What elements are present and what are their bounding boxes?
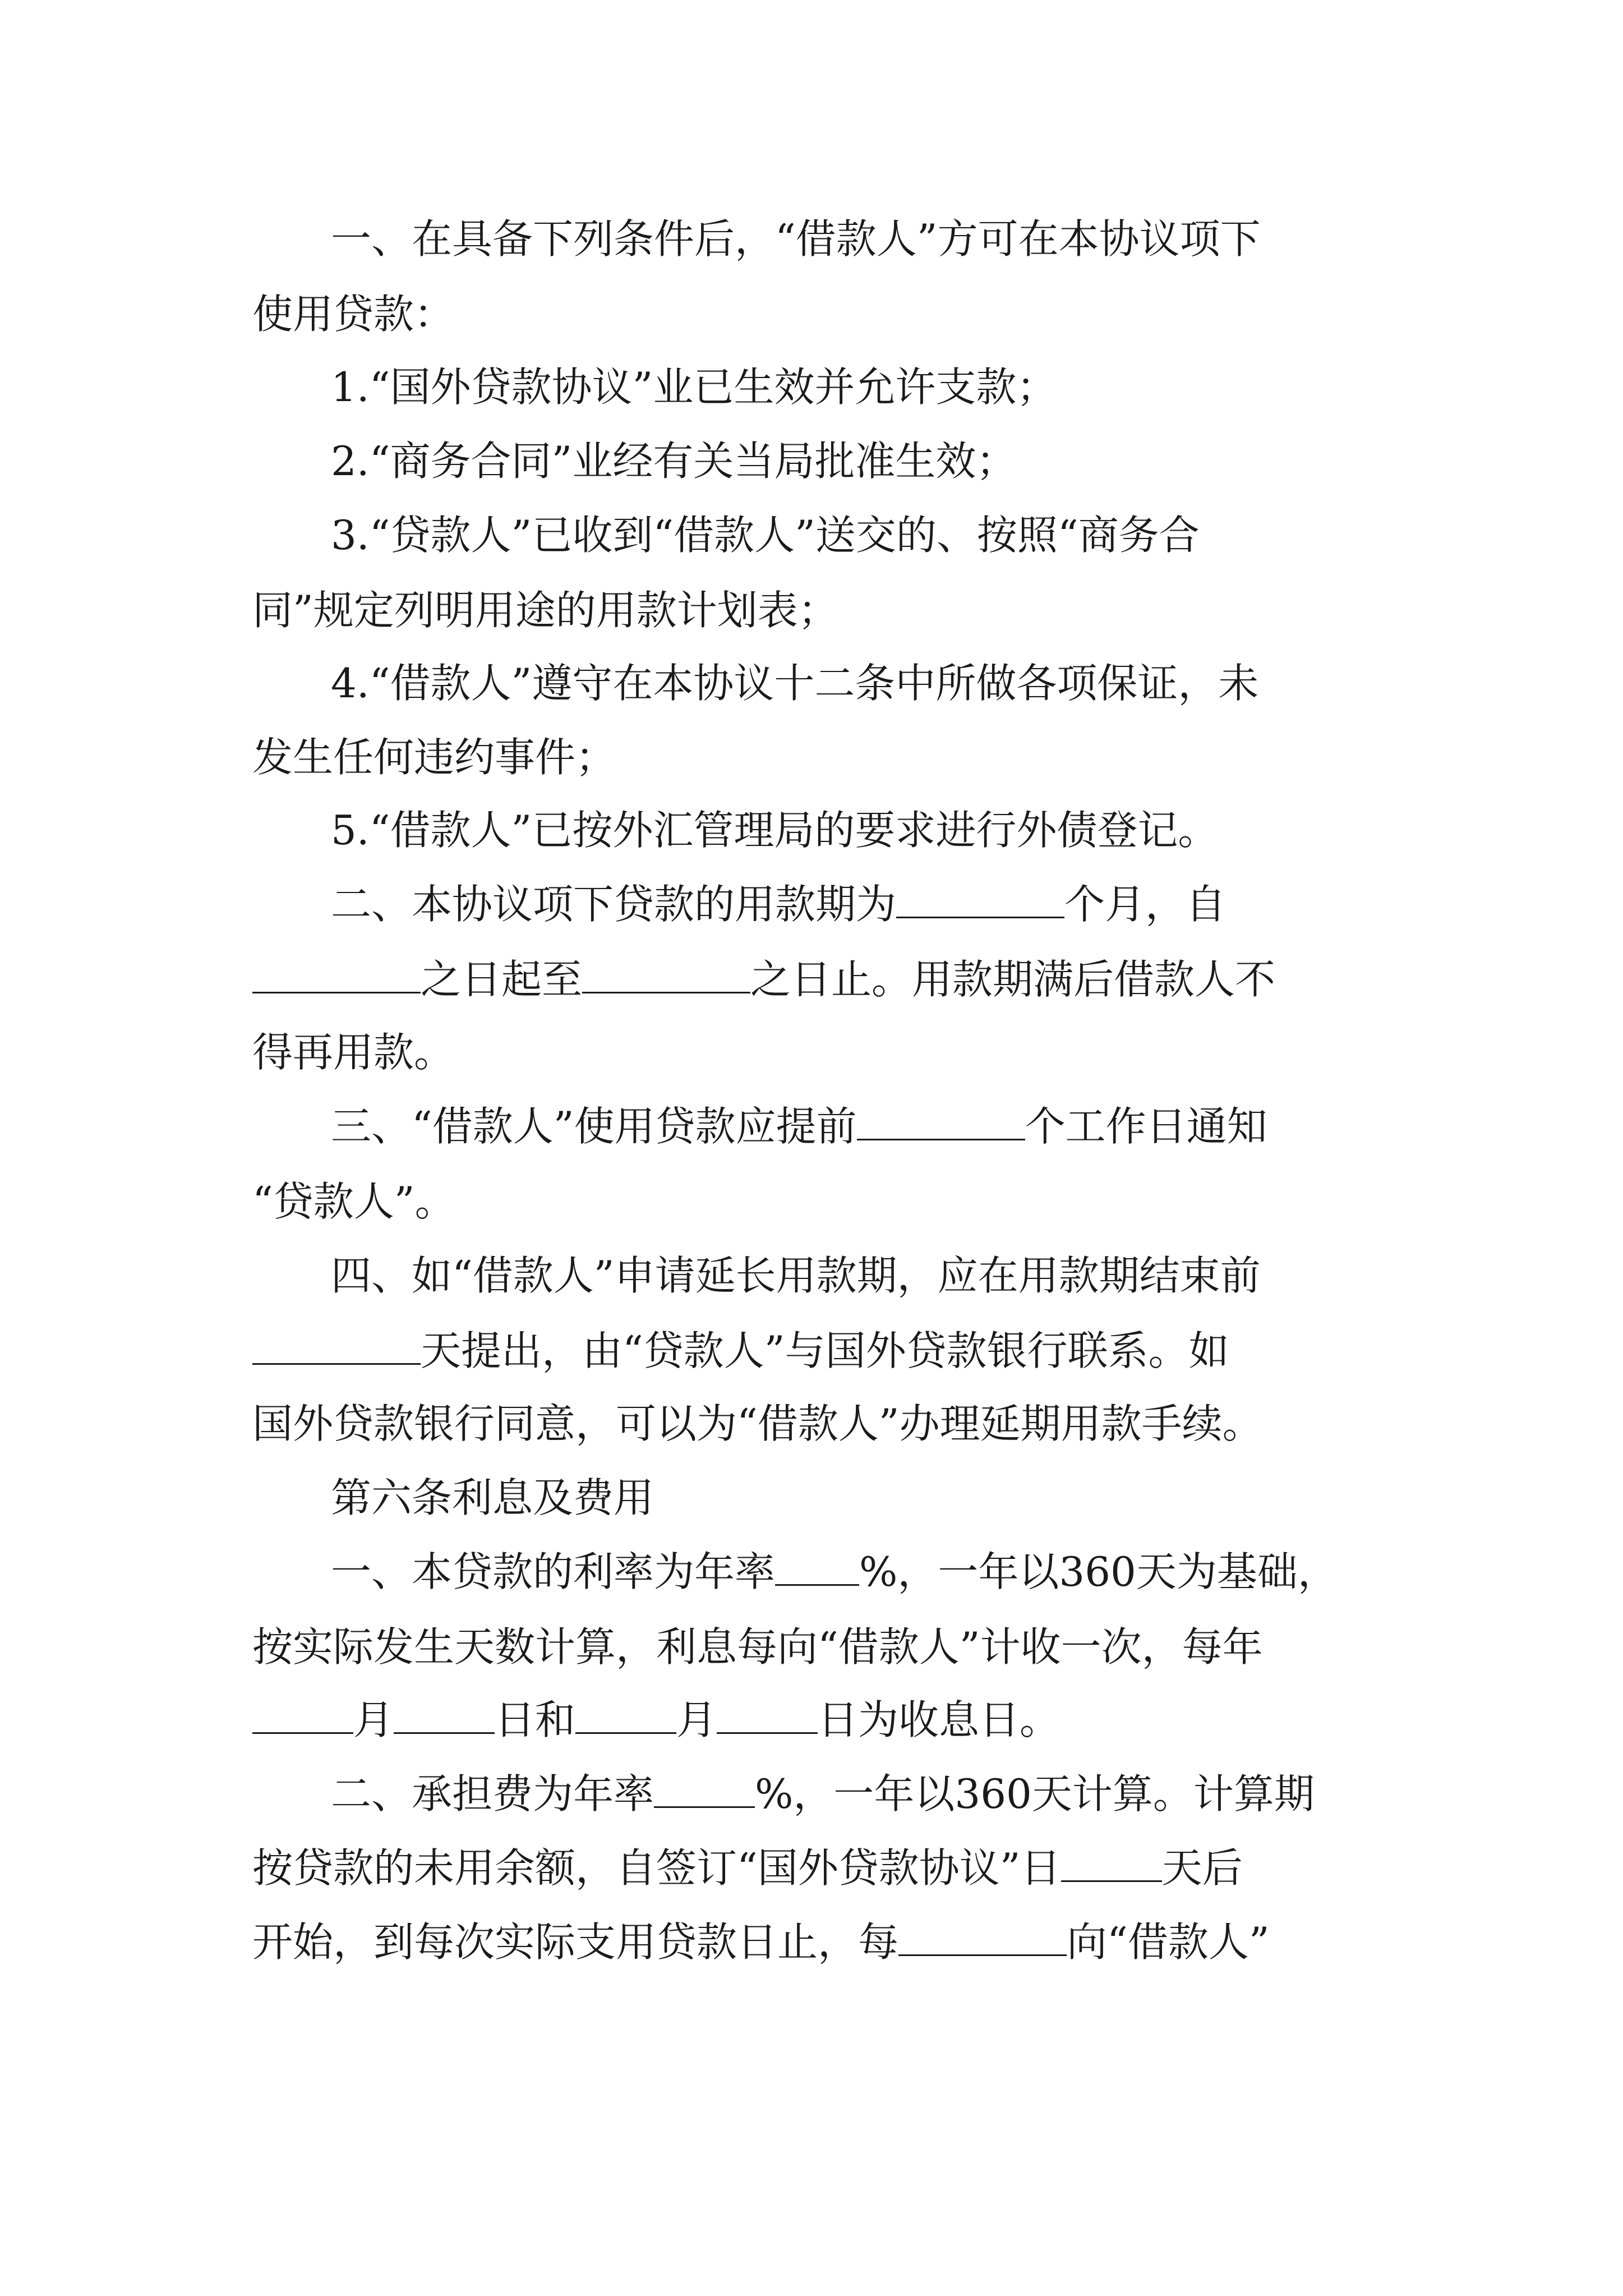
text-line — [331, 1545, 1338, 1599]
fill-in-blank — [717, 1693, 818, 1734]
fill-in-blank — [394, 1693, 495, 1734]
text-segment: 1.“国外贷款协议”业已生效并允许支款； — [331, 364, 1057, 411]
text-segment: 发生任何违约事件； — [252, 734, 616, 781]
text-segment: 一、本贷款的利率为年率 — [331, 1548, 776, 1595]
fill-in-blank — [582, 953, 750, 993]
text-line — [252, 1397, 1263, 1451]
text-line — [252, 1915, 1270, 1969]
text-line — [331, 1471, 654, 1525]
text-segment: 日和 — [495, 1696, 576, 1743]
text-line — [331, 656, 1258, 710]
text-segment: %，一年以360天计算。计算期 — [755, 1770, 1315, 1818]
text-segment: “贷款人”。 — [252, 1178, 455, 1225]
text-segment: 同”规定列明用途的用款计划表； — [252, 587, 838, 634]
text-segment: 二、本协议项下贷款的用款期为 — [331, 881, 897, 928]
text-segment: 月 — [353, 1696, 394, 1743]
text-segment: 天后 — [1161, 1844, 1243, 1892]
fill-in-blank — [1061, 1841, 1162, 1882]
text-line — [331, 1099, 1267, 1153]
fill-in-blank — [896, 877, 1064, 918]
fill-in-blank — [575, 1693, 676, 1734]
text-segment: 日为收息日。 — [818, 1696, 1061, 1743]
text-line — [252, 1025, 454, 1079]
text-line — [252, 730, 616, 784]
text-segment: 4.“借款人”遵守在本协议十二条中所做各项保证，未 — [331, 660, 1259, 707]
text-segment: 之日起至 — [421, 956, 583, 1003]
text-segment: 5.“借款人”已按外汇管理局的要求进行外债登记。 — [331, 807, 1219, 854]
text-segment: 三、“借款人”使用贷款应提前 — [331, 1103, 857, 1150]
text-line — [331, 1767, 1315, 1821]
text-segment: %，一年以360天为基础， — [859, 1548, 1338, 1595]
text-line — [252, 1693, 1060, 1747]
text-segment: 月 — [676, 1696, 717, 1743]
text-segment: 3.“贷款人”已收到“借款人”送交的、按照“商务合 — [331, 512, 1200, 559]
fill-in-blank — [252, 1693, 353, 1734]
text-segment: 第六条利息及费用 — [331, 1474, 654, 1521]
text-segment: 二、承担费为年率 — [331, 1770, 654, 1818]
text-segment: 之日止。用款期满后借款人不 — [750, 956, 1276, 1003]
fill-in-blank — [898, 1915, 1067, 1956]
fill-in-blank — [252, 1324, 421, 1365]
text-line — [252, 287, 454, 341]
text-segment: 按实际发生天数计算，利息每向“借款人”计收一次，每年 — [252, 1623, 1263, 1671]
text-segment: 天提出，由“贷款人”与国外贷款银行联系。如 — [421, 1327, 1229, 1374]
text-segment: 2.“商务合同”业经有关当局批准生效； — [331, 438, 1017, 485]
fill-in-blank — [857, 1099, 1025, 1140]
text-segment: 按贷款的未用余额，自签订“国外贷款协议”日 — [252, 1844, 1061, 1892]
text-segment: 开始，到每次实际支用贷款日止，每 — [252, 1918, 899, 1966]
fill-in-blank — [775, 1545, 859, 1586]
text-segment: 使用贷款： — [252, 291, 455, 338]
fill-in-blank — [252, 953, 421, 993]
text-segment: 个工作日通知 — [1025, 1103, 1267, 1150]
text-line — [331, 360, 1057, 414]
text-line — [252, 1324, 1229, 1378]
fill-in-blank — [654, 1767, 755, 1808]
text-segment: 向“借款人” — [1067, 1918, 1270, 1966]
text-line — [252, 1175, 455, 1228]
text-line — [331, 803, 1218, 857]
text-line — [252, 583, 838, 637]
text-line — [331, 508, 1200, 562]
text-segment: 一、在具备下列条件后，“借款人”方可在本协议项下 — [331, 215, 1261, 263]
text-line — [252, 1620, 1263, 1674]
text-line — [331, 877, 1226, 931]
text-line — [331, 1249, 1261, 1303]
text-line — [331, 434, 1016, 488]
text-line — [331, 212, 1261, 266]
text-segment: 国外贷款银行同意，可以为“借款人”办理延期用款手续。 — [252, 1400, 1263, 1447]
text-segment: 得再用款。 — [252, 1029, 455, 1076]
text-line — [252, 953, 1275, 1006]
text-segment: 个月，自 — [1064, 881, 1227, 928]
text-segment: 四、如“借款人”申请延长用款期，应在用款期结束前 — [331, 1252, 1261, 1299]
text-line — [252, 1841, 1243, 1895]
